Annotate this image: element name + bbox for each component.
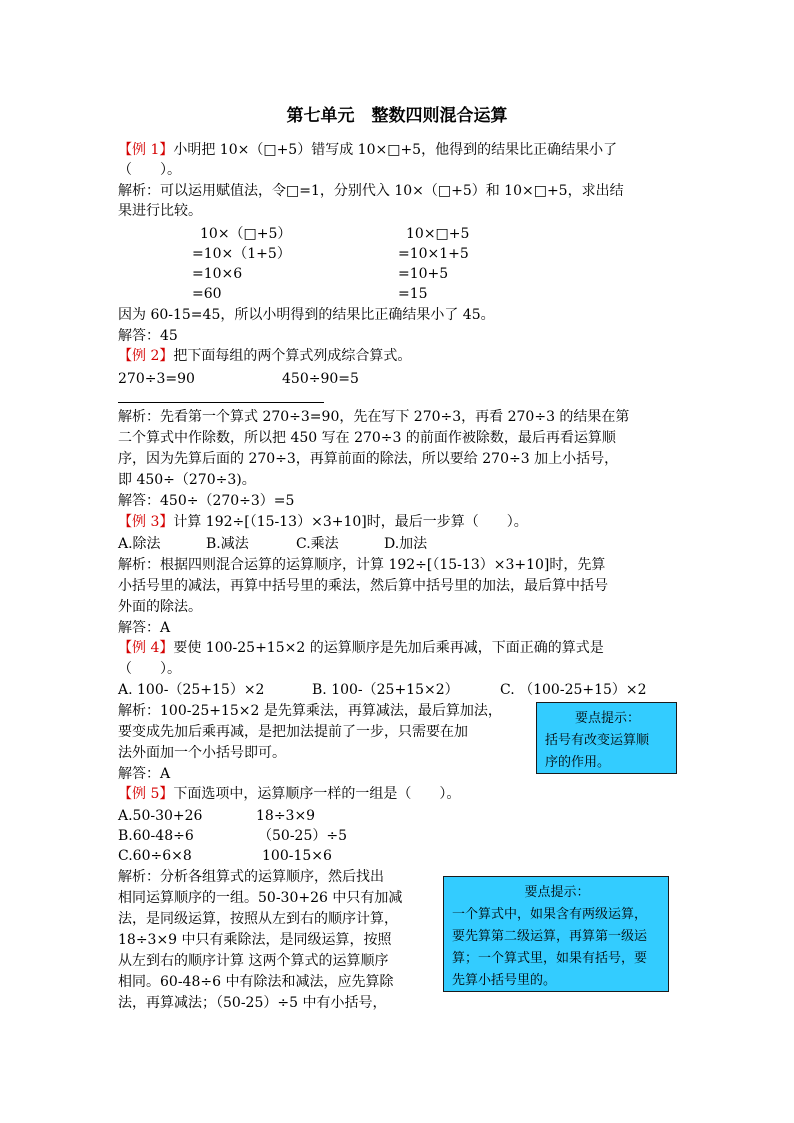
ex4-option-c: C. （100-25+15）×2 bbox=[500, 682, 647, 698]
ex2-tag: 【例 2】 bbox=[118, 348, 174, 364]
ex5-tip-box bbox=[443, 876, 669, 992]
ex1-calc-right-0: 10×□+5 bbox=[406, 226, 470, 242]
ex4-tip-line-0: 括号有改变运算顺 bbox=[545, 733, 650, 748]
ex1-tag: 【例 1】 bbox=[118, 142, 174, 158]
ex4-option-a: A. 100-（25+15）×2 bbox=[118, 682, 265, 698]
ex3-analysis-1: 小括号里的减法，再算中括号里的乘法，然后算中括号里的加法，最后算中括号 bbox=[118, 578, 608, 594]
ex2-formula-b: 450÷90=5 bbox=[282, 371, 359, 387]
ex4-tip-title: 要点提示： bbox=[574, 711, 640, 726]
ex5-question: 下面选项中，运算顺序一样的一组是（ ）。 bbox=[173, 786, 461, 802]
ex4-tip-line-1: 序的作用。 bbox=[545, 755, 611, 770]
ex2-answer: 解答：450÷（270÷3）=5 bbox=[118, 493, 295, 509]
ex5-analysis-5: 相同。60-48÷6 中有除法和减法，应先算除 bbox=[118, 974, 394, 990]
ex5-option-c-1: C.60÷6×8 bbox=[118, 848, 192, 864]
ex2-formula-a: 270÷3=90 bbox=[118, 371, 195, 387]
ex2-analysis-3: 即 450÷（270÷3)。 bbox=[118, 472, 256, 488]
ex1-calc-right-1: =10×1+5 bbox=[398, 246, 469, 262]
ex1-calc-right-3: =15 bbox=[398, 286, 428, 302]
ex4-option-b: B. 100-（25+15×2） bbox=[312, 682, 459, 698]
ex1-analysis-2: 果进行比较。 bbox=[118, 203, 202, 219]
ex4-analysis-0: 解析：100-25+15×2 是先算乘法，再算减法，最后算加法， bbox=[118, 703, 502, 719]
ex5-analysis-4: 从左到右的顺序计算 这两个算式的运算顺序 bbox=[118, 953, 389, 969]
ex5-question-line bbox=[118, 784, 460, 804]
ex4-answer: 解答：A bbox=[118, 766, 171, 782]
ex2-question: 把下面每组的两个算式列成综合算式。 bbox=[173, 348, 412, 364]
ex1-analysis-1: 解析：可以运用赋值法，令□=1，分别代入 10×（□+5）和 10×□+5，求出结 bbox=[118, 183, 624, 199]
ex3-answer: 解答：A bbox=[118, 620, 171, 636]
ex3-analysis-2: 外面的除法。 bbox=[118, 599, 202, 615]
ex5-tag: 【例 5】 bbox=[118, 786, 174, 802]
ex5-analysis-2: 法，是同级运算，按照从左到右的顺序计算， bbox=[118, 911, 398, 927]
ex3-tag: 【例 3】 bbox=[118, 514, 174, 530]
ex3-option-b: B.减法 bbox=[206, 536, 249, 552]
ex4-analysis-2: 法外面加一个小括号即可。 bbox=[118, 745, 286, 761]
ex5-option-a-1: A.50-30+26 bbox=[118, 808, 203, 824]
ex4-tag: 【例 4】 bbox=[118, 640, 174, 656]
ex4-tip-box bbox=[536, 702, 677, 774]
ex1-calc-left-3: =60 bbox=[192, 286, 222, 302]
ex1-calc-left-1: =10×（1+5） bbox=[192, 246, 291, 262]
ex5-option-b-1: B.60-48÷6 bbox=[118, 828, 194, 844]
ex5-tip-line-0: 一个算式中，如果含有两级运算， bbox=[452, 907, 648, 922]
ex1-calc-right-2: =10+5 bbox=[398, 266, 449, 282]
ex1-conclusion: 因为 60-15=45，所以小明得到的结果比正确结果小了 45。 bbox=[118, 307, 495, 323]
ex1-question: 小明把 10×（□+5）错写成 10×□+5，他得到的结果比正确结果小了 bbox=[173, 142, 618, 158]
ex1-blank: （ ）。 bbox=[118, 162, 181, 178]
ex5-analysis-6: 法，再算减法；（50-25）÷5 中有小括号， bbox=[118, 995, 387, 1011]
ex4-question-line bbox=[118, 638, 604, 658]
ex1-calc-left-2: =10×6 bbox=[192, 266, 243, 282]
ex4-blank: （ ）。 bbox=[118, 661, 181, 677]
ex3-question: 计算 192÷[（15-13）×3+10]时，最后一步算（ ）。 bbox=[173, 514, 528, 530]
ex5-analysis-0: 解析：分析各组算式的运算顺序，然后找出 bbox=[118, 869, 384, 885]
ex3-option-c: C.乘法 bbox=[296, 536, 339, 552]
ex5-analysis-1: 相同运算顺序的一组。50-30+26 中只有加减 bbox=[118, 890, 403, 906]
page-title: 第七单元 整数四则混合运算 bbox=[286, 106, 508, 126]
ex2-answer-line bbox=[118, 402, 324, 403]
ex5-tip-title: 要点提示： bbox=[524, 885, 590, 900]
ex5-tip-line-2: 算；一个算式里，如果有括号，要 bbox=[452, 951, 648, 966]
ex5-option-a-2: 18÷3×9 bbox=[256, 808, 316, 824]
ex4-analysis-1: 要变成先加后乘再减，是把加法提前了一步，只需要在加 bbox=[118, 724, 468, 740]
ex1-answer: 解答：45 bbox=[118, 328, 178, 344]
ex2-analysis-1: 二个算式中作除数，所以把 450 写在 270÷3 的前面作被除数，最后再看运算顺 bbox=[118, 430, 616, 446]
ex3-analysis-0: 解析：根据四则混合运算的运算顺序，计算 192÷[（15-13）×3+10]时，先算 bbox=[118, 557, 606, 573]
ex3-option-d: D.加法 bbox=[384, 536, 428, 552]
ex5-option-b-2: （50-25）÷5 bbox=[258, 828, 347, 844]
ex2-question-line bbox=[118, 346, 411, 366]
ex4-question: 要使 100-25+15×2 的运算顺序是先加后乘再减，下面正确的算式是 bbox=[173, 640, 604, 656]
ex2-analysis-0: 解析：先看第一个算式 270÷3=90，先在写下 270÷3，再看 270÷3 的结果在第 bbox=[118, 409, 630, 425]
ex5-tip-line-1: 要先算第二级运算，再算第一级运 bbox=[452, 929, 648, 944]
ex2-analysis-2: 序，因为先算后面的 270÷3，再算前面的除法，所以要给 270÷3 加上小括号， bbox=[118, 451, 619, 467]
ex5-tip-line-3: 先算小括号里的。 bbox=[452, 973, 557, 988]
ex3-option-a: A.除法 bbox=[118, 536, 161, 552]
ex5-option-c-2: 100-15×6 bbox=[262, 848, 332, 864]
ex1-calc-left-0: 10×（□+5） bbox=[200, 226, 292, 242]
ex5-analysis-3: 18÷3×9 中只有乘除法，是同级运算，按照 bbox=[118, 932, 392, 948]
ex1-question-line bbox=[118, 140, 617, 160]
ex3-question-line bbox=[118, 512, 528, 532]
